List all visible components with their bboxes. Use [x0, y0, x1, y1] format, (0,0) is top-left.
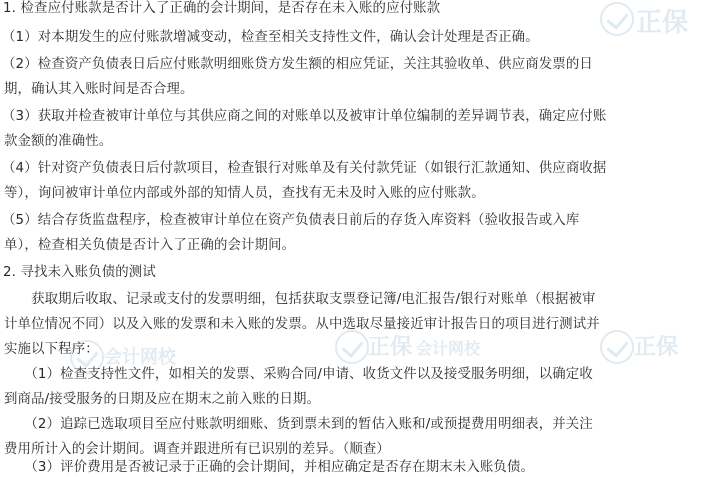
paragraph-line: 获取期后收取、记录或支付的发票明细，包括获取支票登记簿/电汇报告/银行对账单（根据被审 — [4, 292, 596, 307]
paragraph-line: （2）追踪已选取项目至应付账款明细账、货到票未到的暂估入账和/或预提费用明细表，并关注 — [4, 417, 593, 432]
paragraph-line: （4）针对资产负债表日后付款项目，检查银行对账单及有关付款凭证（如银行汇款通知、供应商收据 — [2, 161, 607, 176]
watermark-logo-icon — [335, 330, 369, 364]
section-heading: 1. 检查应付账款是否计入了正确的会计期间，是否存在未入账的应付账款 — [3, 1, 441, 16]
section-heading: 2. 寻找未入账负债的测试 — [3, 265, 156, 280]
watermark-brand: 正保 — [368, 335, 413, 360]
paragraph-line: （5）结合存货监盘程序，检查被审计单位在资产负债表日前后的存货入库资料（验收报告或入库 — [2, 213, 580, 228]
paragraph-line: 费用所计入的会计期间。调查并跟进所有已识别的差异。（顺查） — [4, 442, 390, 457]
paragraph-line: （2）检查资产负债表日后应付账款明细账贷方发生额的相应凭证，关注其验收单、供应商发票的日 — [2, 57, 593, 72]
paragraph-line: 单），检查相关负债是否计入了正确的会计期间。 — [4, 238, 296, 253]
paragraph-line: （3）获取并检查被审计单位与其供应商之间的对账单以及被审计单位编制的差异调节表，确定应付账 — [2, 109, 607, 124]
paragraph-line: 实施以下程序： — [4, 342, 99, 357]
paragraph-line: 款金额的准确性。 — [4, 134, 113, 149]
paragraph-line: 等），询问被审计单位内部或外部的知情人员，查找有无未及时入账的应付账款。 — [4, 186, 485, 201]
watermark-brand: 正保 — [636, 8, 689, 38]
watermark-logo-icon — [600, 2, 634, 36]
paragraph-line: （1）检查支持性文件，如相关的发票、采购合同/申请、收货文件以及接受服务明细，以确定收 — [4, 367, 593, 382]
paragraph-line: （1）对本期发生的应付账款增减变动，检查至相关支持性文件，确认会计处理是否正确。 — [2, 30, 539, 45]
watermark-brand: 会计网校 — [416, 339, 481, 358]
paragraph-line: 到商品/接受服务的日期及应在期末之前入账的日期。 — [4, 392, 321, 407]
watermark-brand: 会计网校 — [104, 347, 176, 368]
paragraph-line: 期，确认其入账时间是否合理。 — [4, 82, 194, 97]
watermark-brand: 正保 — [634, 335, 679, 360]
paragraph-line: 计单位情况不同）以及入账的发票和未入账的发票。从中选取尽量接近审计报告日的项目进行测试并 — [4, 317, 600, 332]
paragraph-line: （3）评价费用是否被记录于正确的会计期间，并相应确定是否存在期末未入账负债。 — [4, 460, 535, 475]
watermark-logo-icon — [600, 330, 634, 364]
